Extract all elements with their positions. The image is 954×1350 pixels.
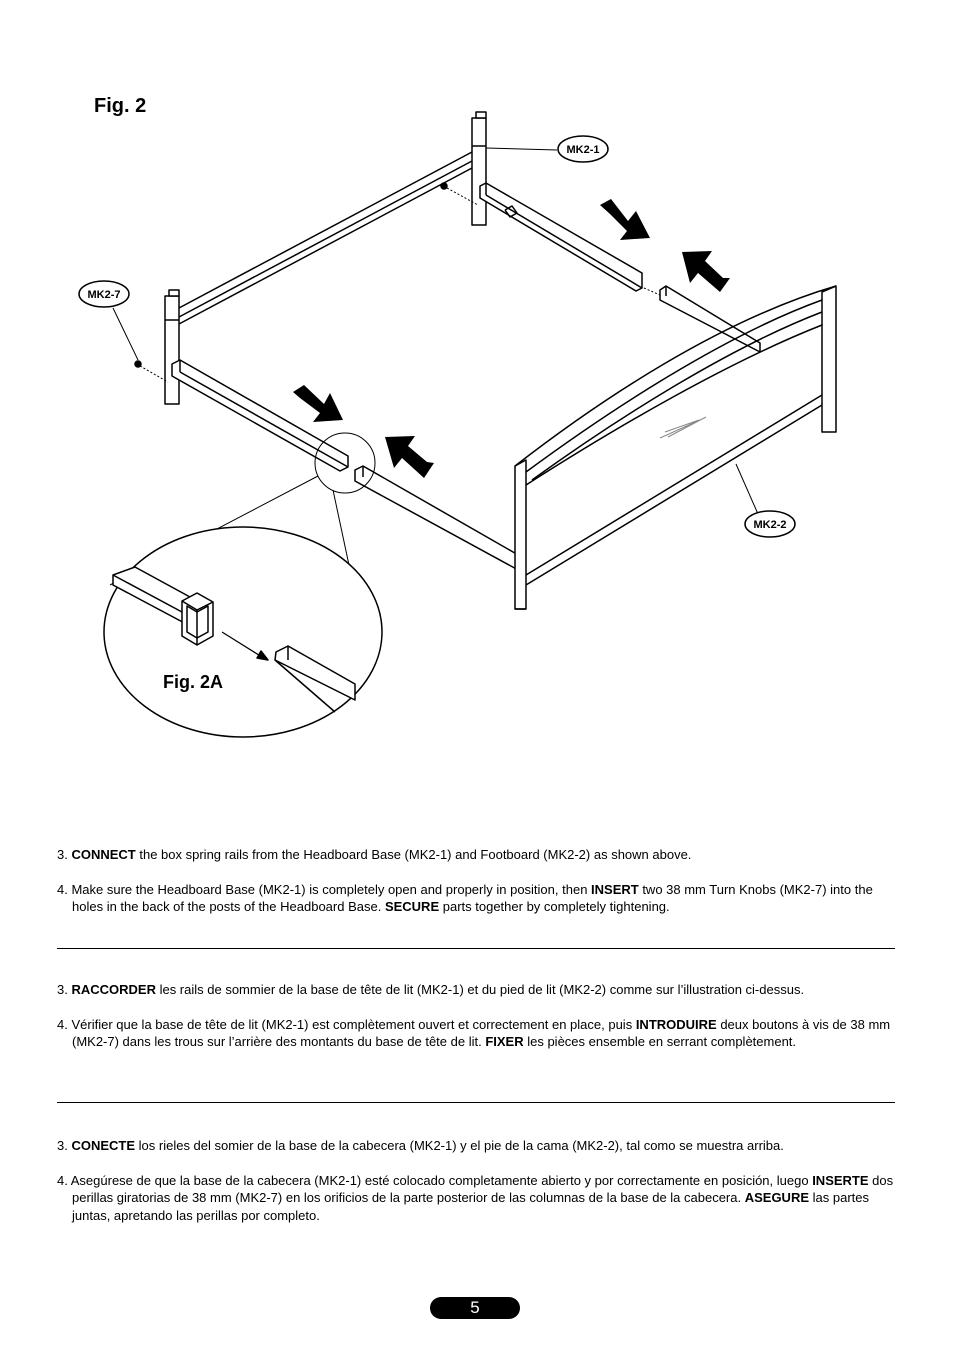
english-instructions: [57, 846, 897, 933]
step-4-es: [57, 1172, 897, 1225]
step-verb: SECURE: [384, 899, 440, 914]
spanish-instructions: [57, 1137, 897, 1241]
step-verb: RACCORDER: [71, 982, 156, 997]
step-4-fr: [57, 1016, 897, 1051]
french-instructions: [57, 981, 897, 1068]
headboard-right-post: [472, 112, 486, 225]
fig2a-title: Fig. 2A: [163, 672, 224, 692]
step-number: 4.: [57, 1016, 72, 1032]
callout-mk2-1-label: MK2-1: [566, 144, 600, 156]
step-text: two 38 mm Turn Knobs (MK2-7) into the holes in the back of the posts of the Headboard Base.: [72, 881, 873, 914]
step-text: the box spring rails from the Headboard Base (MK2-1) and Footboard (MK2-2) as shown above.: [135, 847, 692, 862]
headboard-crossbar: [179, 152, 472, 324]
step-text: parts together by completely tightening.: [439, 899, 670, 914]
callout-mk2-7: [79, 281, 129, 307]
step-number: 4.: [57, 1172, 71, 1188]
page-number: 5: [430, 1297, 520, 1319]
step-number: 4.: [57, 881, 72, 897]
step-verb: FIXER: [485, 1034, 524, 1049]
step-text: deux boutons à vis de 38 mm (MK2-7) dans les trous sur l’arrière des montants du base de tête de lit.: [72, 1016, 891, 1049]
step-text: las partes juntas, apretando las perillas por completo.: [72, 1190, 869, 1223]
step-3-es: [57, 1137, 897, 1155]
step-text: Make sure the Headboard Base (MK2-1) is completely open and properly in position, then: [71, 881, 592, 897]
step-text: Vérifier que la base de tête de lit (MK2-1) est complètement ouvert et correctement en place, puis: [71, 1016, 636, 1032]
step-4-en: [57, 881, 897, 916]
step-number: 3.: [57, 847, 72, 862]
knob-bolts: [135, 183, 660, 382]
section-divider: [57, 1102, 895, 1103]
footboard: [515, 286, 836, 609]
callout-mk2-7-label: MK2-7: [87, 289, 121, 301]
step-3-fr: [57, 981, 897, 999]
fig2-title: Fig. 2: [94, 95, 147, 117]
right-rail-back: [480, 183, 642, 291]
detail-circle: [104, 527, 382, 737]
right-rail-front: [660, 286, 760, 352]
step-verb: INSERT: [591, 881, 639, 897]
step-number: 3.: [57, 1138, 72, 1153]
callout-mk2-2-label: MK2-2: [753, 519, 787, 531]
step-verb: CONECTE: [71, 1138, 136, 1153]
step-verb: ASEGURE: [744, 1190, 810, 1205]
step-3-en: [57, 846, 897, 864]
step-text: les pièces ensemble en serrant complètement.: [523, 1034, 797, 1049]
callout-mk2-2: [745, 511, 795, 537]
step-text: Asegúrese de que la base de la cabecera (MK2-1) esté colocado completamente abierto y por correctamente en posición, luego: [70, 1172, 813, 1188]
headboard-left-post: [165, 290, 179, 404]
step-text: los rieles del somier de la base de la cabecera (MK2-1) y el pie de la cama (MK2-2), tal como se muestra arriba.: [135, 1138, 784, 1153]
left-rail-front: [355, 466, 520, 571]
step-number: 3.: [57, 982, 72, 997]
step-verb: INSERTE: [812, 1172, 869, 1188]
step-verb: INTRODUIRE: [635, 1016, 717, 1032]
callout-mk2-1: [558, 136, 608, 162]
step-text: dos perillas giratorias de 38 mm (MK2-7) en los orificios de la parte posterior de las columnas de la base de la cabecera.: [72, 1172, 894, 1205]
section-divider: [57, 948, 895, 949]
step-text: les rails de sommier de la base de tête de lit (MK2-1) et du pied de lit (MK2-2) comme sur l’illustration ci-dessus.: [155, 982, 805, 997]
step-verb: CONNECT: [71, 847, 136, 862]
